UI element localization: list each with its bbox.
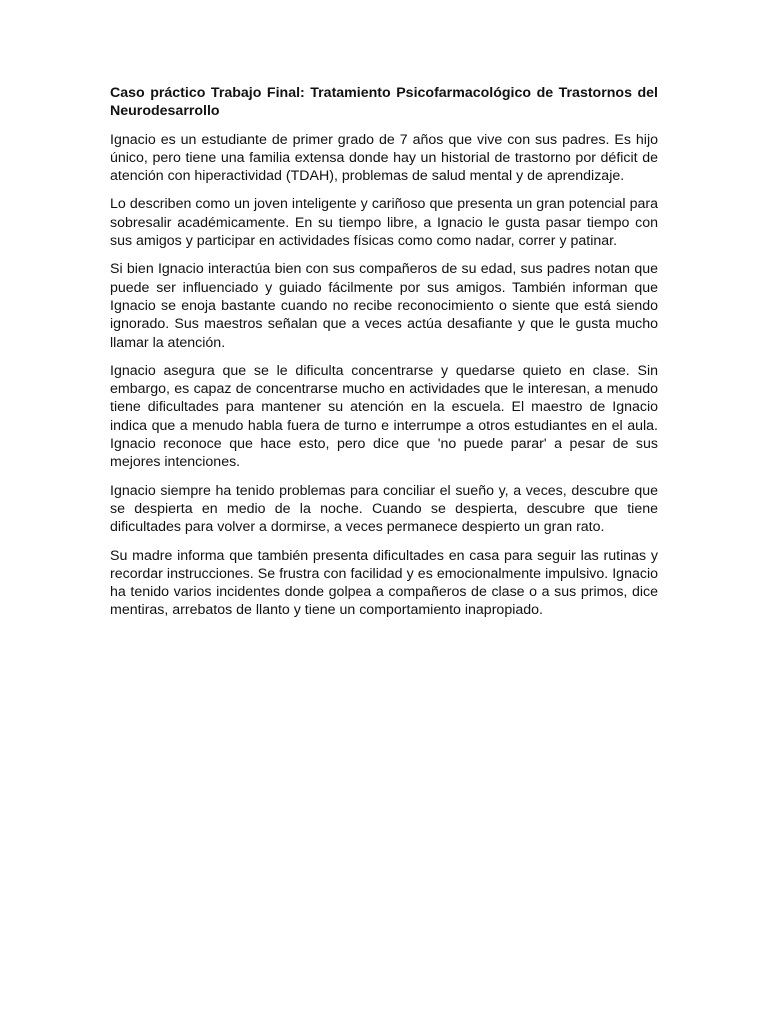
- document-title: Caso práctico Trabajo Final: Tratamiento Psicofarmacológico de Trastornos del Neurodesarrollo: [110, 85, 658, 120]
- paragraph-intro: Ignacio es un estudiante de primer grado de 7 años que vive con sus padres. Es hijo único, pero tiene una familia extensa donde hay un historial de trastorno por déficit de atención con hiperactividad (TDAH), problemas de salud mental y de aprendizaje.: [110, 131, 658, 185]
- paragraph-sleep: Ignacio siempre ha tenido problemas para conciliar el sueño y, a veces, descubre que se despierta en medio de la noche. Cuando se despierta, descubre que tiene dificultades para volver a dormirse, a veces permanece despierto un gran rato.: [110, 482, 658, 536]
- paragraph-social: Si bien Ignacio interactúa bien con sus compañeros de su edad, sus padres notan que puede ser influenciado y guiado fácilmente por sus amigos. También informan que Ignacio se enoja bastante cuando no recibe reconocimiento o siente que está siendo ignorado. Sus maestros señalan que a veces actúa desafiante y que le gusta mucho llamar la atención.: [110, 261, 658, 351]
- document-body: [110, 84, 658, 630]
- paragraph-description: Lo describen como un joven inteligente y cariñoso que presenta un gran potencial para sobresalir académicamente. En su tiempo libre, a Ignacio le gusta pasar tiempo con sus amigos y participar en actividades físicas como como nadar, correr y patinar.: [110, 196, 658, 250]
- paragraph-attention: Ignacio asegura que se le dificulta concentrarse y quedarse quieto en clase. Sin embargo, es capaz de concentrarse mucho en actividades que le interesan, a menudo tiene dificultades para mantener su atención en la escuela. El maestro de Ignacio indica que a menudo habla fuera de turno e interrumpe a otros estudiantes en el aula. Ignacio reconoce que hace esto, pero dice que 'no puede parar' a pesar de sus mejores intenciones.: [110, 362, 658, 471]
- paragraph-home: Su madre informa que también presenta dificultades en casa para seguir las rutinas y recordar instrucciones. Se frustra con facilidad y es emocionalmente impulsivo. Ignacio ha tenido varios incidentes donde golpea a compañeros de clase o a sus primos, dice mentiras, arrebatos de llanto y tiene un comportamiento inapropiado.: [110, 547, 658, 619]
